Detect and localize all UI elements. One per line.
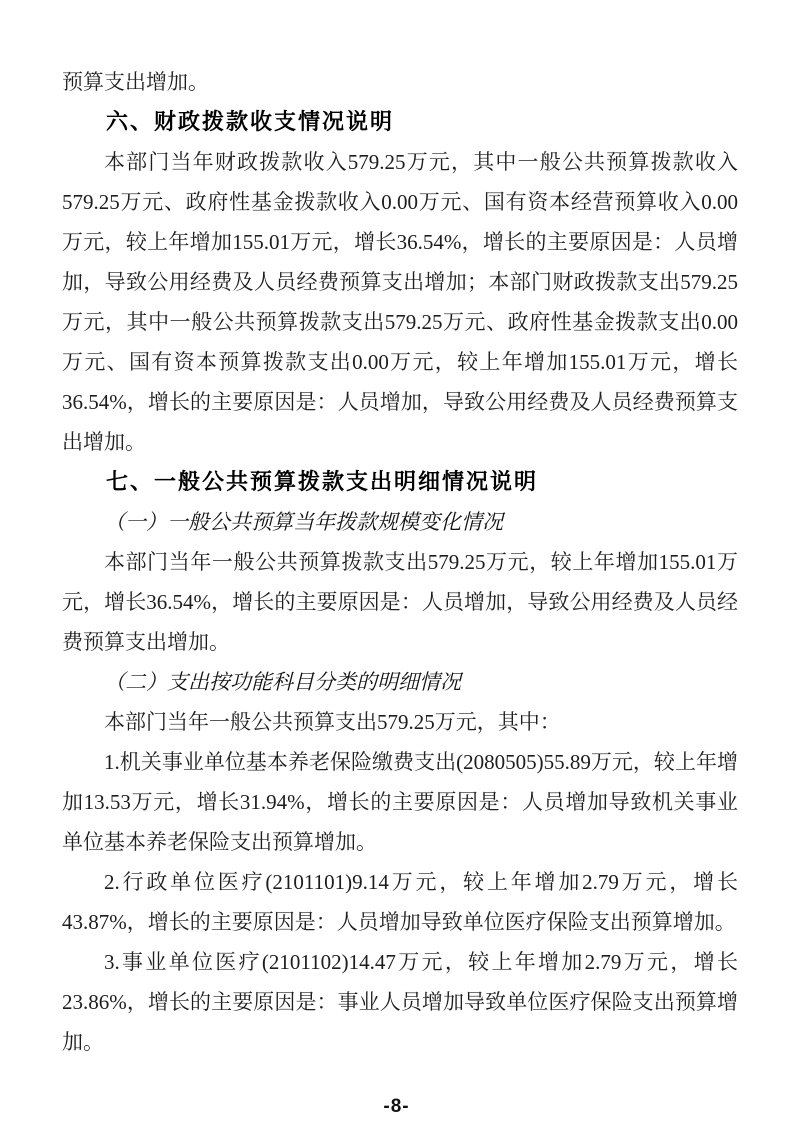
page-number: -8- <box>383 1096 410 1117</box>
section-heading: 七、一般公共预算拨款支出明细情况说明 <box>106 469 539 494</box>
paragraph-continuation: 预算支出增加。 <box>62 70 209 94</box>
paragraph: 2.行政单位医疗(2101101)9.14万元，较上年增加2.79万元，增长43.87%，增长的主要原因是：人员增加导致单位医疗保险支出预算增加。 <box>62 870 738 934</box>
paragraph: 本部门当年一般公共预算拨款支出579.25万元，较上年增加155.01万元，增长36.54%，增长的主要原因是：人员增加，导致公用经费及人员经费预算支出增加。 <box>62 550 738 654</box>
sub-section-heading: （一）一般公共预算当年拨款规模变化情况 <box>104 510 503 534</box>
paragraph: 3.事业单位医疗(2101102)14.47万元，较上年增加2.79万元，增长23.86%，增长的主要原因是：事业人员增加导致单位医疗保险支出预算增加。 <box>62 950 738 1054</box>
paragraph: 本部门当年财政拨款收入579.25万元，其中一般公共预算拨款收入579.25万元、政府性基金拨款收入0.00万元、国有资本经营预算收入0.00万元，较上年增加155.01万元，增长36.54%，增长的主要原因是：人员增加，导致公用经费及人员经费预算支出增加；本部门财政拨款支出579.25万元，其中一般公共预算拨款支出579.25万元、政府性基金拨款支出0.00万元、国有资本预算拨款支出0.00万元，较上年增加155.01万元，增长36.54%，增长的主要原因是：人员增加，导致公用经费及人员经费预算支出增加。 <box>62 150 738 454</box>
sub-section-heading: （二）支出按功能科目分类的明细情况 <box>104 670 461 694</box>
paragraph: 本部门当年一般公共预算支出579.25万元，其中： <box>104 710 561 734</box>
paragraph: 1.机关事业单位基本养老保险缴费支出(2080505)55.89万元，较上年增加13.53万元，增长31.94%，增长的主要原因是：人员增加导致机关事业单位基本养老保险支出预算增加。 <box>62 750 738 854</box>
section-heading: 六、财政拨款收支情况说明 <box>106 109 395 134</box>
document-body <box>62 62 738 1062</box>
